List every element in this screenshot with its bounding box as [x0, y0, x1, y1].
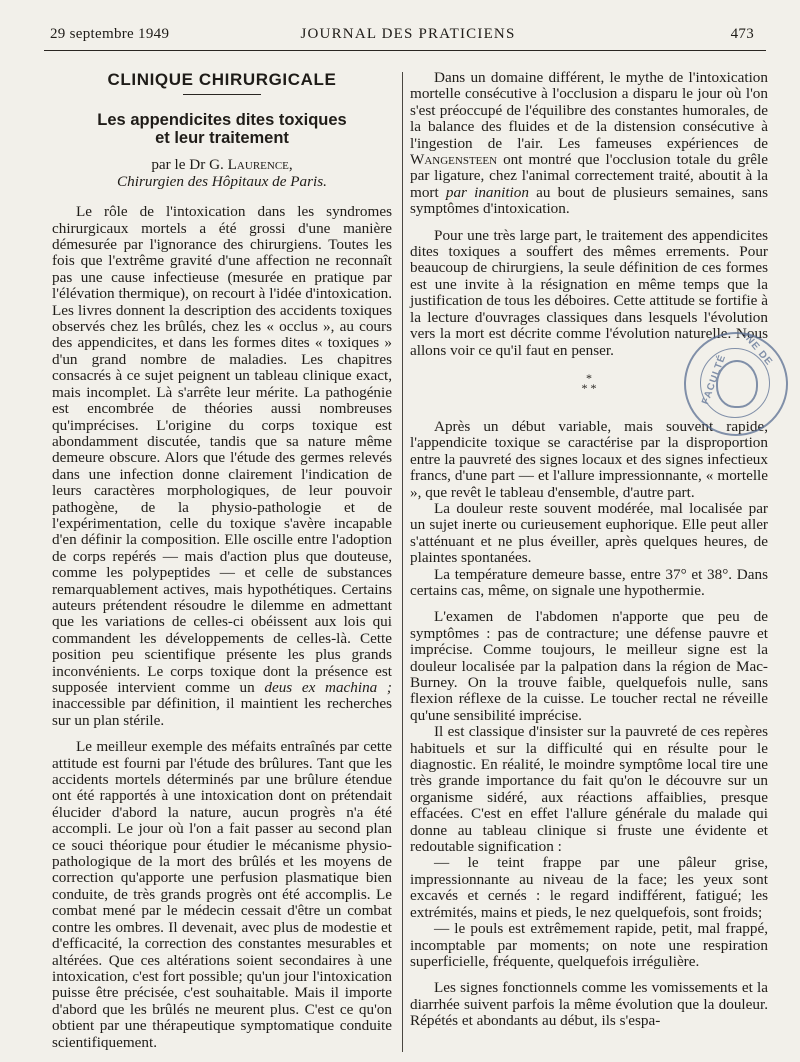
paragraph-occlusion-mid: ont montré que l'occlusion totale du grêle par ligature, chez l'animal correctement traité, aboutit à la mort [410, 151, 768, 201]
asterisk-bottom: * * [581, 380, 597, 395]
paragraph-occlusion-italic: par inanition [445, 183, 529, 201]
paragraph-intro-text: Le rôle de l'intoxication dans les syndromes chirurgicaux mortels a été grossi d'une manière démesurée par l'ignorance des chirurgiens. Toutes les fois que l'extrême gravité d'une affection ne reconnaît pas une cause infectieuse (mesurée en pratique par l'élévation thermique), on recourt à l'idée d'intoxication. Les livres donnent la description des accidents toxiques observés chez les brûlés, chez les « occlus », au cours des appendicites, et dans les formes dites « toxiques » d'un grand nombre de maladies. Les chapitres consacrés à ce sujet peignent un tableau clinique exact, mais incomplet. Là s'arrête leur mérite. La pathogénie est encombrée de théories aussi nombreuses qu'imprécises. L'origine du corps toxique est abondamment discutée, tandis que sa nature même demeure obscure. Alors que l'étude des germes relevés dans une infection donne clairement l'indication de leurs caractères morphologiques, de leur pouvoir pathogène, de la physio-pathologie et de l'expérimentation, celle du toxique s'avère incapable d'en définir la composition. Elle oscille entre l'adoption de corps repérés — mais d'action plus que douteuse, comme les polypeptides — et celle de substances remarquablement actives, mais hypothétiques. Certains auteurs prétendent résoudre le dilemme en admettant que les variations de celles-ci obéissent aux lois qui commandent les développements de celles-là. Cette position peu scientifique présente les plus grands inconvénients. Le corps toxique dont la présence est supposée intervient comme un [52, 203, 392, 696]
paragraph-occlusion-text: Dans un domaine différent, le mythe de l'intoxication mortelle consécutive à l'occlusion a disparu le jour où l'on s'est préoccupé de l'équilibre des constantes humorales, de la balance des fluides et de la distension consécutive à l'ingestion de l'air. Les fameuses expériences de [410, 69, 768, 152]
paragraph-debut: Après un début variable, mais souvent rapide, l'appendicite toxique se caractérise par la disproportion entre la pauvreté des signes locaux et des signes infectieux francs, d'une part — et l'allure impressionnante, « mortelle », que revêt le tableau d'ensemble, d'autre part. [410, 417, 768, 501]
author-prefix: par le Dr G. [151, 156, 228, 174]
column-divider [402, 72, 403, 1052]
paragraph-occlusion-end: au bout de plusieurs semaines, sans symptômes d'intoxication. [410, 183, 768, 218]
article-title-line-1: Les appendicites dites toxiques [97, 111, 347, 130]
asterisk-top: * [586, 370, 592, 385]
paragraph-temperature: La température demeure basse, entre 37° et 38°. Dans certains cas, même, on signale une hypothermie. [410, 565, 768, 599]
paragraph-examen: L'examen de l'abdomen n'apporte que peu de symptômes : pas de contracture; une défense pauvre et imprécise. Comme toujours, le meilleur signe est la douleur localisée par la palpation dans la région de Mac-Burney. On la trouve faible, quelquefois nulle, sans flexion réflexe de la cuisse. Le toucher rectal ne réveille qu'une sensibilité imprécise. [410, 608, 768, 724]
paragraph-intro-italic: deus ex machina ; [264, 679, 392, 696]
right-column [410, 70, 768, 1030]
stamp-text-top: INE DE [740, 330, 775, 369]
header-page-number: 473 [730, 26, 754, 42]
left-column [52, 70, 392, 1051]
list-item-pouls: — le pouls est extrêmement rapide, petit, mal frappé, incomptable par moments; on note une respiration superficielle, fréquente, quelquefois irrégulière. [410, 920, 768, 970]
paragraph-occlusion [410, 70, 768, 218]
paragraph-intro [52, 204, 392, 729]
cited-author-name: Wangensteen [410, 151, 498, 169]
paragraph-intro-end: inaccessible par définition, il maintient les recherches sur un plan stérile. [52, 695, 392, 729]
author-affiliation: Chirurgien des Hôpitaux de Paris. [117, 172, 327, 190]
paragraph-brulures: Le meilleur exemple des méfaits entraînés par cette attitude est fourni par l'étude des brûlures. Tant que les accidents mortels déterminés par une brûlure étendue ont été rapportés à une intoxication dont on prétendait élucider d'abord la nature, aucun progrès n'a été accompli. Le jour où l'on a fait passer au second plan ce souci théorique pour étudier le mécanisme physio-pathologique de la mort des brûlés et les moyens de correction qu'apporte une perfusion plasmatique bien conduite, de très grands progrès ont été accomplis. Le combat mené par le médecin cessait d'être un combat contre les ombres. Il devenait, avec plus de modestie et d'efficacité, la correction des constantes mesurables et altérées. Que ces altérations soient secondaires à une intoxication, c'est fort possible; qu'un jour l'intoxication puisse être précisée, c'est souhaitable. Mais il importe d'abord que les brûlés ne meurent plus. C'est ce qu'on obtient par une thérapeutique symptomatique conduite scientifiquement. [52, 738, 392, 1051]
author-line [52, 157, 392, 173]
section-rule [183, 94, 261, 95]
stamp-text-left: FACULTÉ [700, 353, 729, 406]
article-title-line-2: et leur traitement [155, 129, 289, 148]
paragraph-classique: Il est classique d'insister sur la pauvreté de ces repères habituels et sur la difficulté qui en résulte pour le diagnostic. En réalité, le moindre symptôme local tire une très grande importance du fait qu'on le découvre sur un organisme sidéré, aux réactions affaiblies, presque effacées. C'est en effet l'allure générale du malade qui donne au tableau clinique si fruste une évidente et redoutable signification : [410, 723, 768, 856]
header-journal-title: JOURNAL DES PRATICIENS [300, 26, 516, 42]
article-title [52, 111, 392, 147]
header-date: 29 septembre 1949 [50, 26, 170, 42]
header-rule [44, 50, 766, 51]
paragraph-traitement: Pour une très large part, le traitement des appendicites dites toxiques a souffert des mêmes errements. Pour beaucoup de chirurgiens, la seule définition de ces formes est une invite à la résignation en même temps que la justification de tous les déboires. Cette attitude se fortifie à la lecture d'ouvrages classiques dans lesquels l'évolution vers la mort est décrite comme l'évolution naturelle. Nous allons voir ce qu'il faut en penser. [410, 226, 768, 359]
paragraph-signes-fonctionnels: Les signes fonctionnels comme les vomissements et la diarrhée suivent parfois la même évolution que la douleur. Répétés et abondants au début, ils s'espa- [410, 979, 768, 1030]
list-item-teint: — le teint frappe par une pâleur grise, impressionnante au niveau de la face; les yeux sont excavés et cernés : le regard indifférent, fatigué; les extrémités, mains et pieds, le nez quelquefois, sont froids; [410, 854, 768, 921]
author-name: Laurence, [227, 156, 293, 174]
section-heading: CLINIQUE CHIRURGICALE [107, 70, 337, 89]
paragraph-douleur: La douleur reste souvent modérée, mal localisée par un sujet inerte ou curieusement euphorique. Elle peut aller s'atténuant et ne plus éveiller, après quelques heures, de plaintes spontanées. [410, 499, 768, 567]
running-header [50, 26, 766, 48]
library-stamp [684, 332, 788, 436]
